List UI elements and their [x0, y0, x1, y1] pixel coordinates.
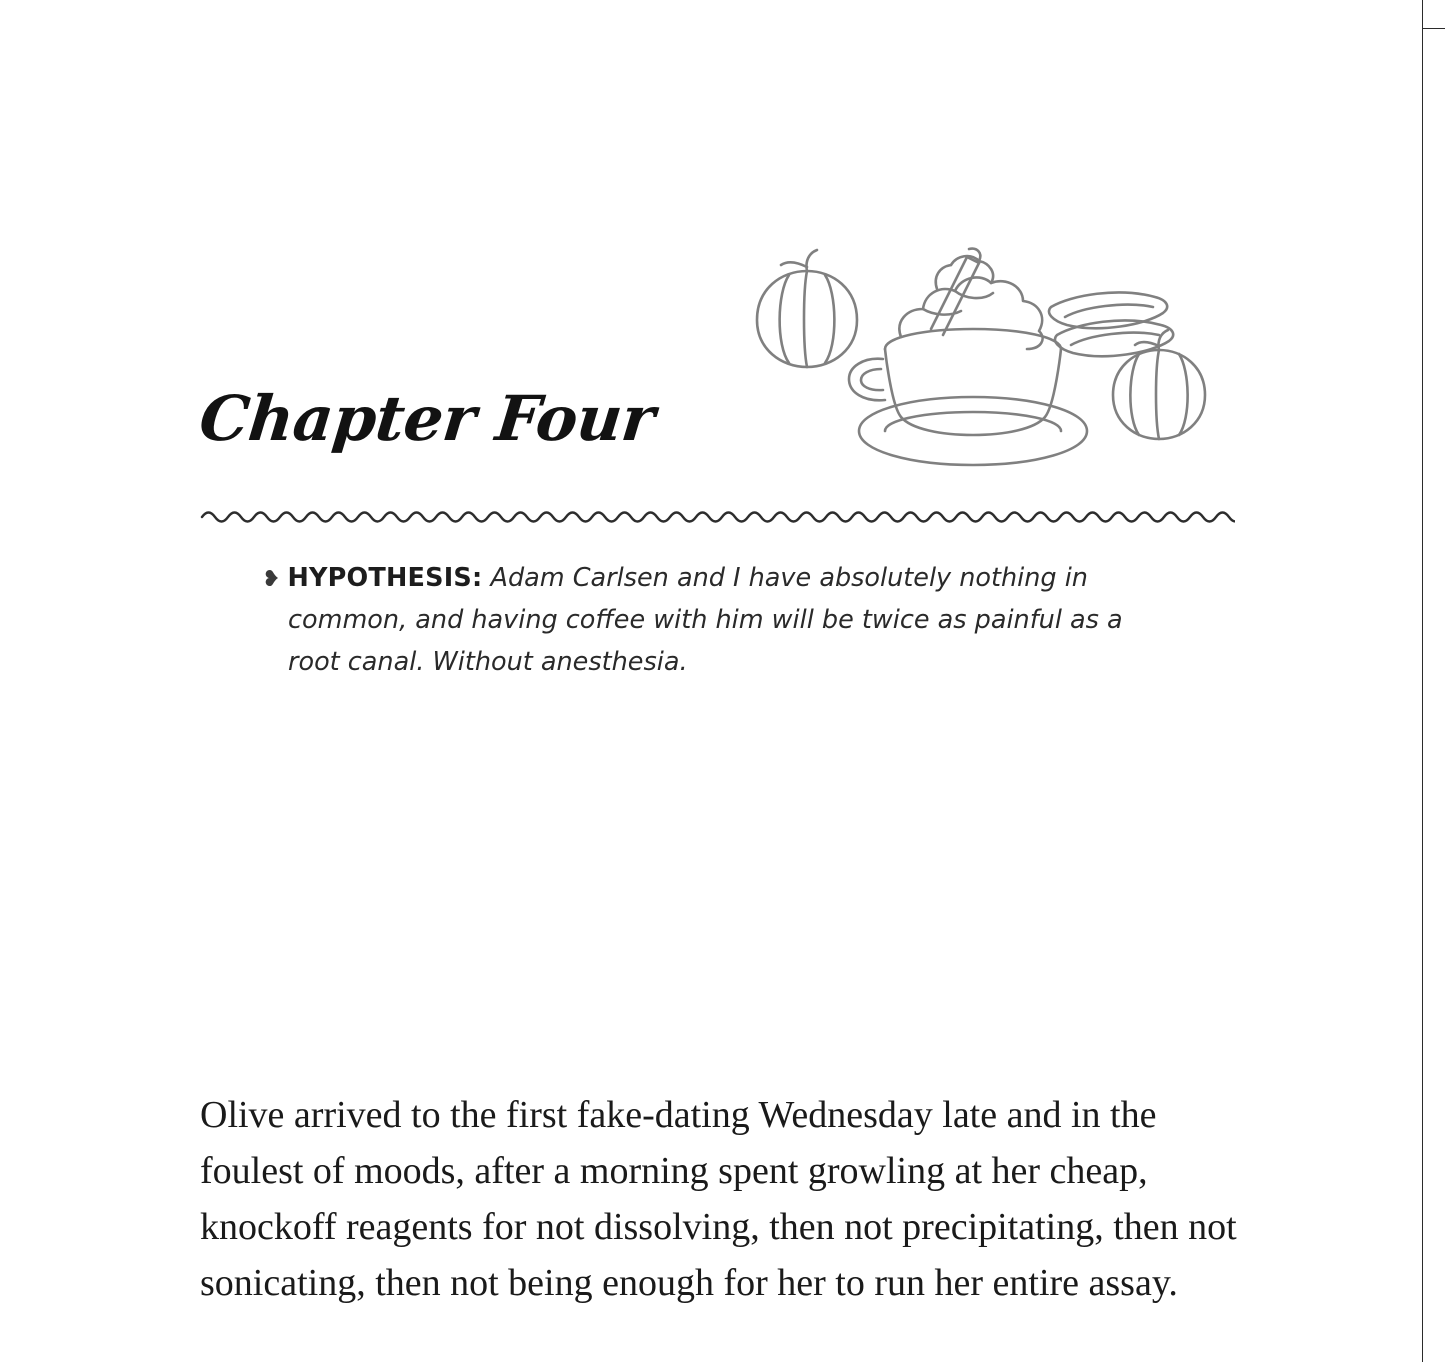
pumpkin-spice-latte-illustration [735, 245, 1250, 475]
pumpkin-left-icon [757, 250, 857, 367]
page-edge-rule-top [1422, 28, 1445, 29]
hypothesis-text: Adam Carlsen and I have absolutely nothing in common, and having coffee with him will be twice as painful as a root canal. Without anesthesia. [288, 563, 1123, 677]
chapter-title: Chapter Four [196, 382, 658, 455]
saucer-shape [859, 397, 1087, 465]
whipped-cream-shape [899, 249, 1042, 349]
illustration-svg [735, 245, 1250, 475]
hypothesis-label: HYPOTHESIS: [287, 563, 483, 593]
cinnamon-sticks-shape [1049, 292, 1173, 356]
heart-icon: ❥ [262, 567, 281, 592]
page-edge-rule [1422, 0, 1423, 1362]
wavy-divider [200, 505, 1235, 529]
latte-cup-shape [849, 329, 1061, 435]
wavy-divider-svg [200, 505, 1235, 529]
hypothesis-block [262, 558, 1148, 683]
stirrer-stick-shape [931, 257, 979, 335]
body-paragraph: Olive arrived to the first fake-dating Wednesday late and in the foulest of moods, after a morning spent growling at her cheap, knockoff reagents for not dissolving, then not precipitating, then not sonicating, then not being enough for her to run her entire assay. [200, 1094, 1237, 1304]
